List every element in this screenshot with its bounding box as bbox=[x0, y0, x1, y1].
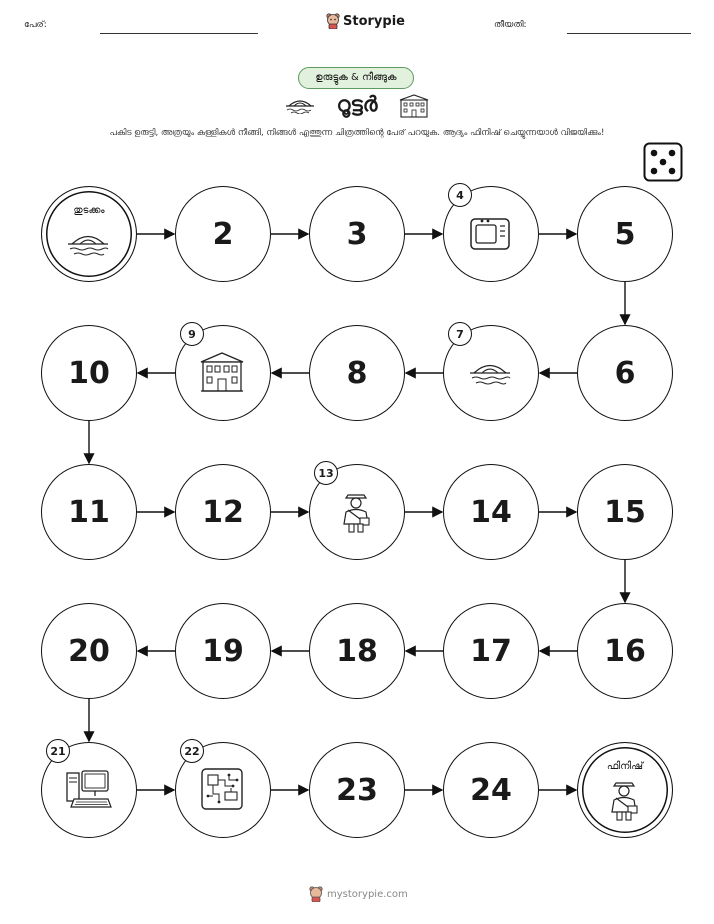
board-cell-20[interactable] bbox=[41, 603, 137, 699]
cell-number-badge: 21 bbox=[46, 739, 70, 763]
cell-number: 20 bbox=[68, 633, 110, 669]
page-title: റൂട്ടർ bbox=[336, 92, 378, 116]
cell-number-badge: 13 bbox=[314, 461, 338, 485]
board-cell-2[interactable] bbox=[175, 186, 271, 282]
oven-icon bbox=[468, 213, 512, 257]
circuit-board-icon bbox=[199, 766, 245, 816]
board-cell-23[interactable] bbox=[309, 742, 405, 838]
board-cell-16[interactable] bbox=[577, 603, 673, 699]
brand-name: Storypie bbox=[343, 13, 405, 29]
board-cell-21[interactable] bbox=[41, 742, 137, 838]
cell-number: 19 bbox=[202, 633, 244, 669]
cell-number: 2 bbox=[212, 216, 234, 252]
board-cell-17[interactable] bbox=[443, 603, 539, 699]
cell-number: 6 bbox=[614, 355, 636, 391]
board-cell-9[interactable] bbox=[175, 325, 271, 421]
cell-number: 12 bbox=[202, 494, 244, 530]
board-cell-15[interactable] bbox=[577, 464, 673, 560]
name-label: പേര്: bbox=[24, 20, 47, 30]
bridge-icon bbox=[66, 228, 110, 262]
board-cell-18[interactable] bbox=[309, 603, 405, 699]
cell-number: 17 bbox=[470, 633, 512, 669]
mail-carrier-icon bbox=[606, 776, 642, 826]
board-cell-22[interactable] bbox=[175, 742, 271, 838]
footer bbox=[309, 886, 408, 902]
board-cell-6[interactable] bbox=[577, 325, 673, 421]
mascot-icon bbox=[309, 886, 323, 902]
board-cell-14[interactable] bbox=[443, 464, 539, 560]
mail-carrier-icon bbox=[338, 488, 374, 538]
date-label: തീയതി: bbox=[494, 20, 527, 30]
cell-number: 11 bbox=[68, 494, 110, 530]
cell-number: 10 bbox=[68, 355, 110, 391]
board-cell-11[interactable] bbox=[41, 464, 137, 560]
cell-number: 3 bbox=[346, 216, 368, 252]
bridge-icon bbox=[468, 357, 512, 391]
board-cell-13[interactable] bbox=[309, 464, 405, 560]
cell-number-badge: 4 bbox=[448, 183, 472, 207]
board-cell-10[interactable] bbox=[41, 325, 137, 421]
board-cell-19[interactable] bbox=[175, 603, 271, 699]
computer-icon bbox=[64, 767, 112, 815]
cell-number: 15 bbox=[604, 494, 646, 530]
finish-label: ഫിനിഷ് bbox=[606, 761, 644, 772]
cell-number-badge: 22 bbox=[180, 739, 204, 763]
cell-number: 14 bbox=[470, 494, 512, 530]
cell-number: 23 bbox=[336, 772, 378, 808]
cell-number: 8 bbox=[346, 355, 368, 391]
cell-number-badge: 9 bbox=[180, 322, 204, 346]
cell-number: 18 bbox=[336, 633, 378, 669]
board-cell-5[interactable] bbox=[577, 186, 673, 282]
board-cell-1[interactable] bbox=[41, 186, 137, 282]
board-cell-12[interactable] bbox=[175, 464, 271, 560]
game-type-badge: ഉരുട്ടുക & നീങ്ങുക bbox=[298, 67, 414, 89]
footer-url[interactable]: mystorypie.com bbox=[327, 888, 408, 900]
cell-number: 16 bbox=[604, 633, 646, 669]
board-cell-8[interactable] bbox=[309, 325, 405, 421]
cell-number-badge: 7 bbox=[448, 322, 472, 346]
board-cell-3[interactable] bbox=[309, 186, 405, 282]
board-cell-25[interactable] bbox=[577, 742, 673, 838]
cell-number: 24 bbox=[470, 772, 512, 808]
board-cell-7[interactable] bbox=[443, 325, 539, 421]
start-label: തുടക്കം bbox=[73, 205, 105, 216]
building-icon bbox=[199, 351, 245, 397]
cell-number: 5 bbox=[614, 216, 636, 252]
instructions: പകിട ഉരുട്ടി, അത്രയും കള്ളികൾ നീങ്ങി, നിങ്ങൾ എത്തുന്ന ചിത്രത്തിന്റെ പേര് പറയുക. ആദ്യം ഫിനിഷ് ചെയ്യുന്നയാൾ വിജയിക്കും! bbox=[109, 128, 605, 138]
board-cell-4[interactable] bbox=[443, 186, 539, 282]
board-cell-24[interactable] bbox=[443, 742, 539, 838]
